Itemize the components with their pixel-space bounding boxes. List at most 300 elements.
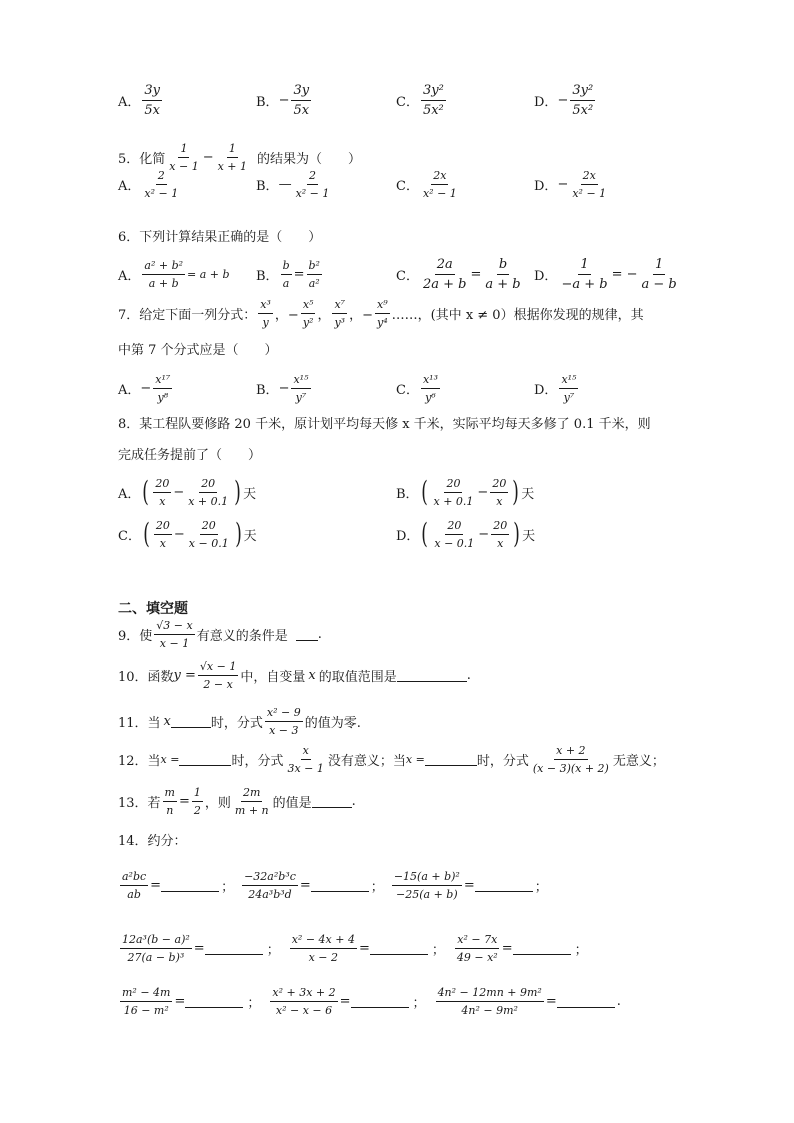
fraction: [570, 83, 595, 118]
denominator: a + b: [485, 276, 521, 292]
sign: −: [557, 92, 569, 108]
denominator: x² − x − 6: [275, 1004, 333, 1017]
option-label: A．: [118, 178, 141, 194]
fraction: [142, 259, 185, 290]
q11-question: [118, 706, 361, 737]
question-text: 的值为零.: [304, 716, 361, 731]
unit: 天: [243, 528, 257, 544]
denominator: y³: [334, 316, 346, 329]
fraction: [153, 477, 171, 508]
denominator: x: [496, 494, 503, 508]
fraction: [392, 870, 462, 901]
fraction: [120, 933, 192, 964]
numerator: 2: [156, 169, 167, 185]
open-paren-glyph: (: [420, 475, 428, 508]
q4-option-c[interactable]: [396, 83, 448, 118]
q8-question-line2: 完成任务提前了（ ）: [118, 448, 262, 463]
denominator: 5x²: [572, 102, 594, 118]
open-paren-glyph: (: [143, 517, 150, 550]
separator: ；: [431, 943, 445, 958]
fraction: [432, 477, 476, 508]
numerator: x⁹: [375, 298, 390, 314]
numerator: 20: [444, 477, 462, 493]
separator: ；: [247, 996, 261, 1011]
numerator: x¹⁷: [153, 373, 172, 389]
close-paren-glyph: ): [234, 475, 241, 508]
answer-blank[interactable]: [397, 669, 467, 682]
question-text: 没有意义；当: [327, 754, 406, 769]
denominator: x² − 1: [422, 186, 457, 200]
question-text: 时，分式: [210, 716, 263, 731]
option-label: D．: [534, 178, 558, 194]
numerator: 20: [445, 519, 463, 535]
numerator: −15(a + b)²: [392, 870, 462, 886]
fraction: [192, 786, 203, 817]
denominator: 4n² − 9m²: [461, 1004, 518, 1017]
variable: x =: [160, 753, 180, 766]
option-label: B．: [256, 268, 279, 284]
q4-option-a[interactable]: [118, 83, 164, 118]
denominator: x + 0.1: [433, 494, 474, 508]
denominator: x − 0.1: [188, 536, 229, 550]
denominator: 24a³b³d: [248, 888, 292, 901]
answer-blank[interactable]: [312, 795, 352, 808]
minus-operator: −: [477, 484, 489, 500]
numerator: x + 2: [554, 744, 587, 760]
fraction: [242, 870, 298, 901]
q14-row1: [118, 870, 548, 901]
denominator: y⁷: [295, 390, 307, 404]
denominator: a²: [308, 276, 320, 290]
option-label: C．: [396, 94, 419, 110]
numerator: √3 − x: [154, 619, 194, 635]
section-heading: 二、填空题: [118, 601, 188, 617]
numerator: b: [281, 259, 292, 275]
fraction: [153, 373, 172, 404]
question-text: 的结果为（ ）: [257, 152, 362, 167]
q7-option-b[interactable]: [256, 373, 313, 404]
fraction: [233, 786, 271, 817]
fraction: [285, 744, 325, 775]
denominator: 2: [193, 804, 201, 817]
denominator: x² − 1: [295, 186, 330, 200]
fraction: [639, 257, 678, 292]
denominator: y⁶: [425, 390, 436, 404]
question-text: 的取值范围是: [318, 670, 397, 685]
fraction: [531, 744, 611, 775]
denominator: y⁸: [157, 390, 169, 404]
denominator: ab: [127, 888, 141, 901]
numerator: 20: [153, 477, 171, 493]
denominator: x² − 1: [144, 186, 179, 200]
q5-option-a[interactable]: [118, 169, 182, 200]
unit: 天: [243, 486, 257, 502]
variable: x: [163, 714, 171, 729]
option-label: C．: [396, 178, 419, 194]
unit: 天: [521, 486, 535, 502]
denominator: x² − 1: [572, 186, 607, 200]
sign: −: [278, 380, 290, 396]
sign: ，−: [349, 308, 373, 323]
q14-title: 14．约分：: [118, 834, 187, 849]
denominator: x: [159, 536, 166, 550]
denominator: −25(a + b): [396, 888, 458, 901]
q6-option-c[interactable]: [396, 257, 525, 292]
numerator: x² − 7x: [455, 933, 499, 949]
fraction: [332, 298, 347, 329]
fraction: [186, 477, 230, 508]
fraction: [154, 519, 172, 550]
open-paren-glyph: (: [142, 475, 150, 508]
numerator: 3y²: [421, 83, 446, 101]
option-label: B．: [256, 94, 279, 110]
equals: =: [150, 878, 162, 893]
fraction: [294, 169, 332, 200]
denominator: m + n: [234, 804, 269, 817]
option-label: B．: [396, 486, 419, 502]
equals: =: [545, 994, 557, 1009]
numerator: 1: [578, 257, 590, 275]
option-label: A．: [118, 268, 141, 284]
q8-option-b[interactable]: [396, 477, 534, 508]
option-label: D．: [534, 382, 558, 398]
fraction: [142, 83, 162, 118]
denominator: 49 − x²: [456, 951, 498, 964]
question-text: ，则: [204, 796, 231, 811]
question-text: 13．若: [118, 796, 161, 811]
answer-blank[interactable]: [161, 879, 219, 892]
numerator: x: [301, 744, 311, 760]
equals: =: [470, 266, 482, 282]
fraction: [216, 142, 249, 173]
fraction: [570, 169, 608, 200]
minus-operator: −: [478, 526, 490, 542]
equals: =: [178, 794, 190, 809]
numerator: 2a: [435, 257, 455, 275]
question-text: 7．给定下面一列分式：: [118, 308, 257, 323]
numerator: −32a²b³c: [242, 870, 298, 886]
question-text: 5．化简: [118, 152, 166, 167]
q14-row3: [118, 986, 621, 1017]
denominator: 27(a − b)³: [127, 951, 185, 964]
separator: ；: [266, 943, 280, 958]
fraction: [307, 259, 322, 290]
q8-options-row2: [118, 514, 578, 554]
numerator: √x − 1: [198, 660, 238, 676]
fraction: [154, 619, 194, 650]
numerator: 20: [154, 519, 172, 535]
fraction: [559, 373, 578, 404]
fraction: [120, 986, 172, 1017]
q10-question: [118, 660, 471, 691]
question-text: 12．当: [118, 754, 161, 769]
question-text: 中，自变量: [240, 670, 306, 685]
fraction: [187, 519, 231, 550]
denominator: y²: [302, 316, 314, 329]
variable: x: [308, 668, 316, 683]
denominator: y⁴: [376, 316, 388, 329]
numerator: m² − 4m: [120, 986, 172, 1002]
fraction: [491, 519, 509, 550]
q5-option-d[interactable]: [534, 169, 610, 200]
numerator: a² + b²: [142, 259, 185, 275]
sign: ，: [317, 308, 331, 323]
denominator: 2a + b: [422, 276, 467, 292]
denominator: x + 0.1: [188, 494, 229, 508]
denominator: x − 1: [159, 637, 190, 650]
sign: —: [278, 176, 292, 192]
fraction: [291, 83, 311, 118]
numerator: 3y: [142, 83, 162, 101]
denominator: 5x: [293, 102, 310, 118]
denominator: 3x − 1: [287, 762, 324, 775]
answer-blank[interactable]: [296, 628, 318, 641]
fraction: [421, 373, 440, 404]
denominator: −a + b: [561, 276, 608, 292]
equals: =: [339, 994, 351, 1009]
option-label: A．: [118, 486, 141, 502]
denominator: a + b: [148, 276, 179, 290]
numerator: b²: [307, 259, 322, 275]
q14-row2: [118, 933, 588, 964]
equals: = −: [611, 266, 638, 282]
fraction: [142, 169, 180, 200]
fraction: [301, 298, 316, 329]
numerator: x¹³: [421, 373, 440, 389]
denominator: y⁷: [563, 390, 575, 404]
denominator: x + 1: [217, 160, 248, 173]
q6-options-row: [118, 256, 678, 292]
q4-option-b[interactable]: [256, 83, 313, 118]
answer-blank[interactable]: [425, 753, 477, 766]
numerator: 3y²: [570, 83, 595, 101]
punctuation: .: [351, 794, 356, 809]
unit: 天: [522, 528, 536, 544]
question-text: 10．函数: [118, 670, 174, 685]
fraction: [265, 706, 303, 737]
q12-question: [118, 744, 665, 775]
denominator: 16 − m²: [123, 1004, 169, 1017]
q6-option-a[interactable]: [118, 259, 230, 290]
fraction: [483, 257, 522, 292]
function-lhs: y =: [173, 668, 196, 683]
question-text: 9．使: [118, 629, 153, 644]
open-paren-glyph: (: [421, 517, 429, 550]
fraction: [198, 660, 238, 691]
numerator: x⁷: [332, 298, 347, 314]
answer-blank[interactable]: [205, 942, 263, 955]
question-text: 11．当: [118, 716, 161, 731]
q8-option-a[interactable]: [118, 477, 256, 508]
q4-option-d[interactable]: [534, 83, 597, 118]
numerator: 2x: [581, 169, 598, 185]
numerator: x² − 4x + 4: [290, 933, 357, 949]
q6-option-d[interactable]: [534, 257, 681, 292]
answer-blank[interactable]: [513, 942, 571, 955]
equals: =: [501, 941, 513, 956]
equals: =: [299, 878, 311, 893]
sign: ，−: [274, 308, 299, 323]
equals: =: [174, 994, 186, 1009]
option-label: D．: [534, 94, 558, 110]
answer-blank[interactable]: [185, 995, 243, 1008]
q8-options-row1: [118, 472, 578, 512]
option-label: B．: [256, 382, 279, 398]
question-text: ……，(其中 x ≠ 0）根据你发现的规律，其: [391, 308, 644, 323]
denominator: 5x: [144, 102, 160, 118]
fraction: [375, 298, 390, 329]
denominator: x − 2: [308, 951, 339, 964]
fraction: [270, 986, 337, 1017]
numerator: x¹⁵: [559, 373, 578, 389]
question-text: 无意义；: [612, 754, 665, 769]
numerator: 12a³(b − a)²: [120, 933, 192, 949]
numerator: x² − 9: [265, 706, 303, 722]
option-label: A．: [118, 382, 141, 398]
q8-question-line1: 8．某工程队要修路 20 千米，原计划平均每天修 x 千米，实际平均每天多修了 0.1 千米，则: [118, 417, 651, 432]
separator: ；: [370, 880, 384, 895]
question-text: 的值是: [272, 796, 312, 811]
fraction: [120, 870, 148, 901]
fraction: [258, 298, 273, 329]
numerator: 2m: [241, 786, 262, 802]
fraction: [281, 259, 292, 290]
fraction: [455, 933, 500, 964]
question-text: 有意义的条件是: [196, 629, 288, 644]
sign: −: [140, 380, 152, 396]
question-text: 时，分式: [231, 754, 284, 769]
equals: =: [463, 878, 475, 893]
answer-blank[interactable]: [311, 879, 369, 892]
numerator: 1: [178, 142, 189, 158]
q5-option-b[interactable]: [256, 169, 333, 200]
numerator: b: [497, 257, 509, 275]
punctuation: .: [317, 627, 322, 642]
denominator: y: [262, 316, 269, 329]
q7-question: [118, 298, 644, 329]
answer-blank[interactable]: [171, 715, 211, 728]
option-label: D．: [534, 268, 558, 284]
fraction: [490, 477, 508, 508]
numerator: 20: [200, 519, 218, 535]
denominator: a − b: [641, 276, 677, 292]
q13-question: [118, 786, 356, 817]
q7-option-d[interactable]: [534, 373, 580, 404]
denominator: x: [497, 536, 504, 550]
option-label: B．: [256, 178, 279, 194]
sign: −: [278, 92, 290, 108]
numerator: x² + 3x + 2: [270, 986, 337, 1002]
operator: −: [202, 150, 214, 165]
q7-question-line2: 中第 7 个分式应是（ ）: [118, 343, 278, 358]
option-label: A．: [118, 94, 141, 110]
option-label: D．: [396, 528, 420, 544]
answer-blank[interactable]: [351, 995, 409, 1008]
fraction: [163, 786, 177, 817]
fraction: [291, 373, 310, 404]
answer-blank[interactable]: [557, 995, 615, 1008]
numerator: 4n² − 12mn + 9m²: [436, 986, 544, 1002]
fraction: [421, 257, 469, 292]
punctuation: .: [466, 668, 471, 683]
question-text: 时，分式: [476, 754, 529, 769]
equals: =: [358, 941, 370, 956]
numerator: x³: [258, 298, 273, 314]
close-paren-glyph: ): [234, 517, 242, 550]
denominator: a: [282, 276, 290, 290]
numerator: 1: [227, 142, 238, 158]
separator: ；: [534, 880, 548, 895]
answer-blank[interactable]: [475, 879, 533, 892]
option-label: C．: [118, 528, 141, 544]
fraction: [559, 257, 609, 292]
close-paren-glyph: ): [513, 517, 520, 550]
q8-option-d[interactable]: [396, 519, 535, 550]
minus-operator: −: [173, 484, 185, 500]
minus-operator: −: [173, 526, 185, 542]
fraction: [436, 986, 544, 1017]
q6-option-b[interactable]: [256, 259, 324, 290]
variable: x =: [405, 753, 425, 766]
q8-option-c[interactable]: [118, 519, 257, 550]
separator: ；: [221, 880, 235, 895]
q6-question: 6．下列计算结果正确的是（ ）: [118, 230, 322, 245]
numerator: 2: [307, 169, 318, 185]
numerator: m: [163, 786, 177, 802]
separator: .: [616, 994, 621, 1009]
fraction: [290, 933, 357, 964]
numerator: 20: [199, 477, 217, 493]
equals: =: [193, 941, 205, 956]
numerator: x¹⁵: [291, 373, 310, 389]
denominator: 2 − x: [203, 678, 233, 691]
option-label: C．: [396, 382, 419, 398]
denominator: 5x²: [422, 102, 444, 118]
option-label: C．: [396, 268, 419, 284]
numerator: a²bc: [120, 870, 148, 886]
denominator: x − 3: [269, 724, 299, 737]
denominator: x − 1: [169, 160, 199, 173]
separator: ；: [412, 996, 426, 1011]
q7-option-c[interactable]: [396, 373, 442, 404]
separator: ；: [574, 943, 588, 958]
numerator: 20: [491, 519, 509, 535]
numerator: 1: [653, 257, 665, 275]
q7-option-a[interactable]: [118, 373, 174, 404]
equals: =: [293, 266, 305, 282]
numerator: 1: [192, 786, 203, 802]
numerator: 20: [490, 477, 508, 493]
q5-option-c[interactable]: [396, 169, 461, 200]
fraction: [421, 83, 446, 118]
sign: −: [557, 176, 569, 192]
denominator: n: [166, 804, 174, 817]
equation-rhs: = a + b: [187, 267, 230, 281]
answer-blank[interactable]: [179, 753, 231, 766]
q9-question: [118, 619, 322, 650]
numerator: 3y: [291, 83, 311, 101]
close-paren-glyph: ): [512, 475, 520, 508]
q7-options-row: [118, 370, 638, 406]
denominator: x − 0.1: [434, 536, 475, 550]
answer-blank[interactable]: [370, 942, 428, 955]
numerator: 2x: [431, 169, 448, 185]
numerator: x⁵: [301, 298, 316, 314]
denominator: (x − 3)(x + 2): [532, 762, 609, 775]
fraction: [421, 169, 459, 200]
denominator: x: [159, 494, 166, 508]
fraction: [432, 519, 476, 550]
